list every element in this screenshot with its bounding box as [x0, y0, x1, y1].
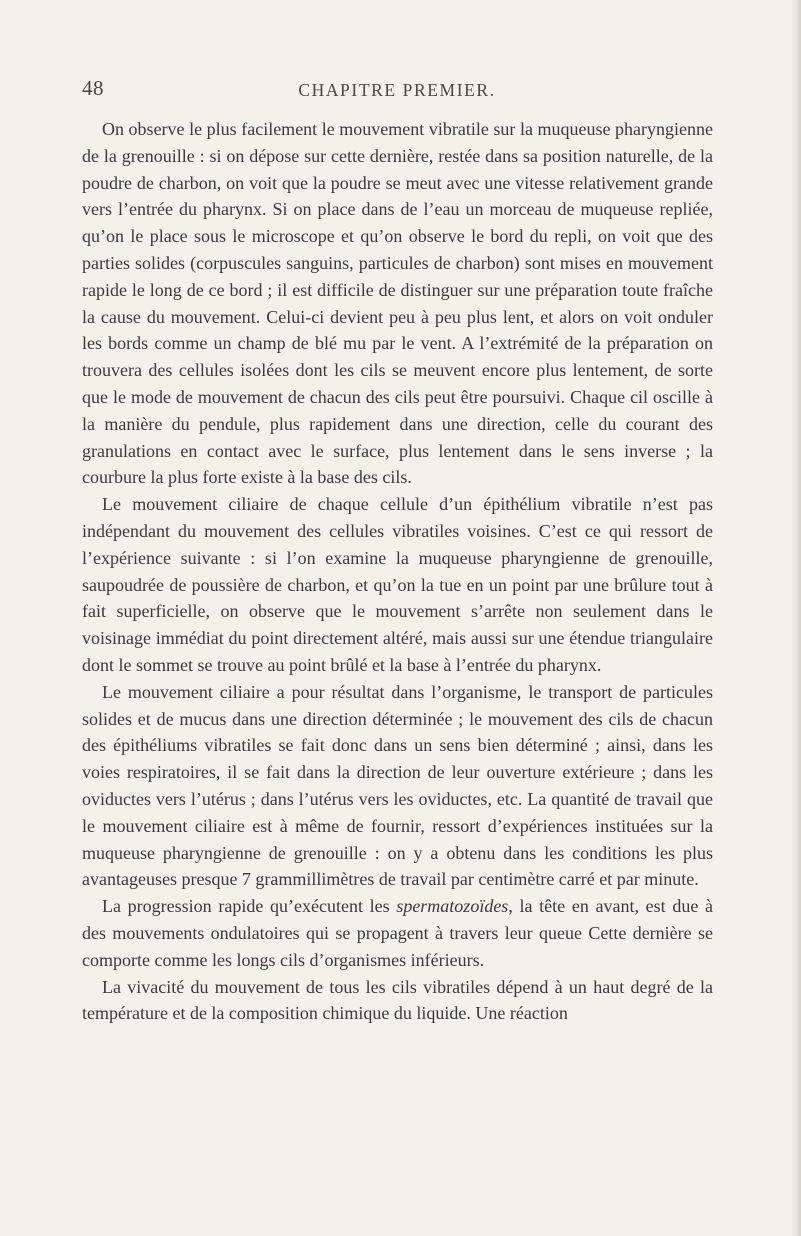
paragraph: On observe le plus facilement le mouvement vibratile sur la muqueuse pharyngienne de la grenouille : si on dépose sur cette dernière, restée dans sa position naturelle, de la poudre de charbon, on voit que la poudre se meut avec une vitesse relativement grande vers l’entrée du pharynx. Si on place dans de l’eau un morceau de muqueuse repliée, qu’on le place sous le microscope et qu’on observe le bord du repli, on voit que des parties solides (corpuscules sanguins, particules de charbon) sont mises en mouvement rapide le long de ce bord ; il est difficile de distinguer sur une préparation toute fraîche la cause du mouvement. Celui-ci devient peu à peu plus lent, et alors on voit onduler les bords comme un champ de blé mu par le vent. A l’extrémité de la préparation on trouvera des cellules isolées dont les cils se meuvent encore plus lentement, de sorte que le mode de mouvement de chacun des cils peut être poursuivi. Chaque cil oscille à la manière du pendule, plus rapidement dans une direction, celle du courant des granulations en contact avec le surface, plus lentement dans le sens inverse ; la courbure la plus forte existe à la base des cils.	[82, 119, 713, 488]
running-head: CHAPITRE PREMIER.	[298, 80, 496, 100]
page-number: 48	[82, 76, 104, 100]
italic-term: spermatozoïdes	[396, 896, 509, 917]
paragraph-text: , la tête en avant, est due à des mouvements ondulatoires qui se propagent à travers leur queue Cette dernière se comporte comme les longs cils d’organismes inférieurs.	[82, 896, 713, 970]
body-text	[82, 116, 713, 1027]
paragraph: Le mouvement ciliaire de chaque cellule d’un épithélium vibratile n’est pas indépendant du mouvement des cellules vibratiles voisines. C’est ce qui ressort de l’expérience suivante : si l’on examine la muqueuse pharyngienne de grenouille, saupoudrée de poussière de charbon, et qu’on la tue en un point par une brûlure tout à fait superficielle, on observe que le mouvement s’arrête non seulement dans le voisinage immédiat du point directement altéré, mais aussi sur une étendue triangulaire dont le sommet se trouve au point brûlé et la base à l’entrée du pharynx.	[82, 494, 713, 675]
paragraph: Le mouvement ciliaire a pour résultat dans l’organisme, le transport de particules solides et de mucus dans une direction déterminée ; le mouvement des cils de chacun des épithéliums vibratiles se fait donc dans un sens bien déterminé ; ainsi, dans les voies respiratoires, il se fait dans la direction de leur ouverture extérieure ; dans les oviductes vers l’utérus ; dans l’utérus vers les oviductes, etc. La quantité de travail que le mouvement ciliaire est à même de fournir, ressort d’expériences instituées sur la muqueuse pharyngienne de grenouille : on y a obtenu dans les conditions les plus avantageuses presque 7 grammillimètres de travail par centimètre carré et par minute.	[82, 681, 713, 890]
paragraph	[82, 893, 713, 973]
paragraph-text: La progression rapide qu’exécutent les	[102, 896, 397, 917]
page-edge-shadow	[791, 0, 801, 1236]
paragraph: La vivacité du mouvement de tous les cils vibratiles dépend à un haut degré de la température et de la composition chimique du liquide. Une réaction	[82, 976, 713, 1024]
page-header	[82, 76, 712, 108]
